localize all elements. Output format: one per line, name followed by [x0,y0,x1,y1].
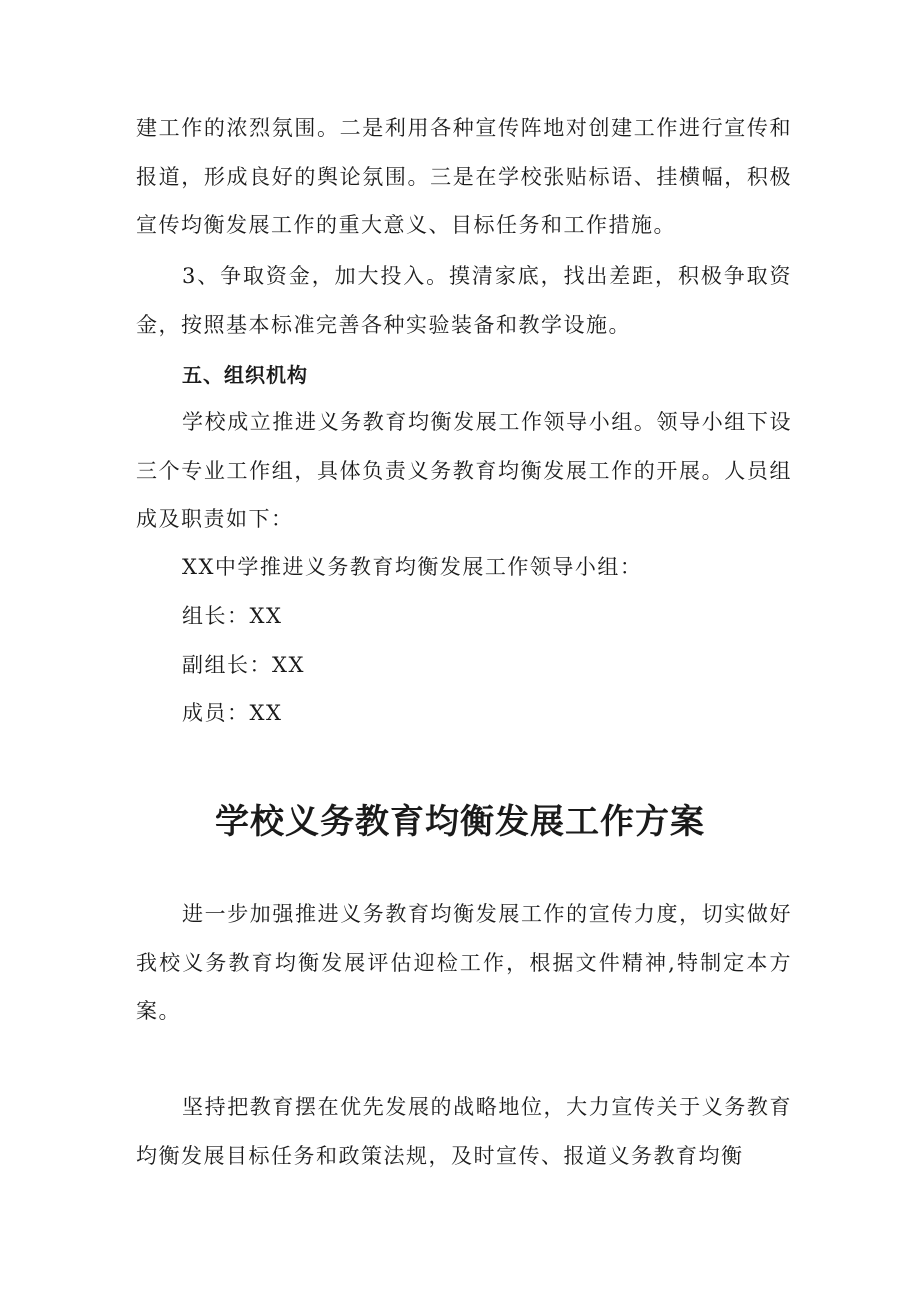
paragraph-organization: 学校成立推进义务教育均衡发展工作领导小组。领导小组下设三个专业工作组，具体负责义务教育均衡发展工作的开展。人员组成及职责如下： [136,410,792,531]
paragraph-publicity-continuation: 建工作的浓烈氛围。二是利用各种宣传阵地对创建工作进行宣传和报道，形成良好的舆论氛围。三是在学校张贴标语、挂横幅，积极宣传均衡发展工作的重大意义、目标任务和工作措施。 [136,116,792,237]
document-title: 学校义务教育均衡发展工作方案 [215,802,705,842]
paragraph-funding: 3、争取资金，加大投入。摸清家底，找出差距，积极争取资金，按照基本标准完善各种实验装备和教学设施。 [136,264,792,337]
paragraph-priority: 坚持把教育摆在优先发展的战略地位，大力宣传关于义务教育均衡发展目标任务和政策法规，及时宣传、报道义务教育均衡 [136,1095,792,1168]
deputy-leader-line: 副组长：XX [182,653,305,677]
section-heading-organization: 五、组织机构 [182,363,308,387]
leader-line: 组长：XX [182,604,283,628]
paragraph-intro: 进一步加强推进义务教育均衡发展工作的宣传力度，切实做好我校义务教育均衡发展评估迎检工作，根据文件精神,特制定本方案。 [136,902,792,1023]
members-line: 成员：XX [182,701,283,725]
leadership-group-title: XX中学推进义务教育均衡发展工作领导小组： [182,555,643,579]
